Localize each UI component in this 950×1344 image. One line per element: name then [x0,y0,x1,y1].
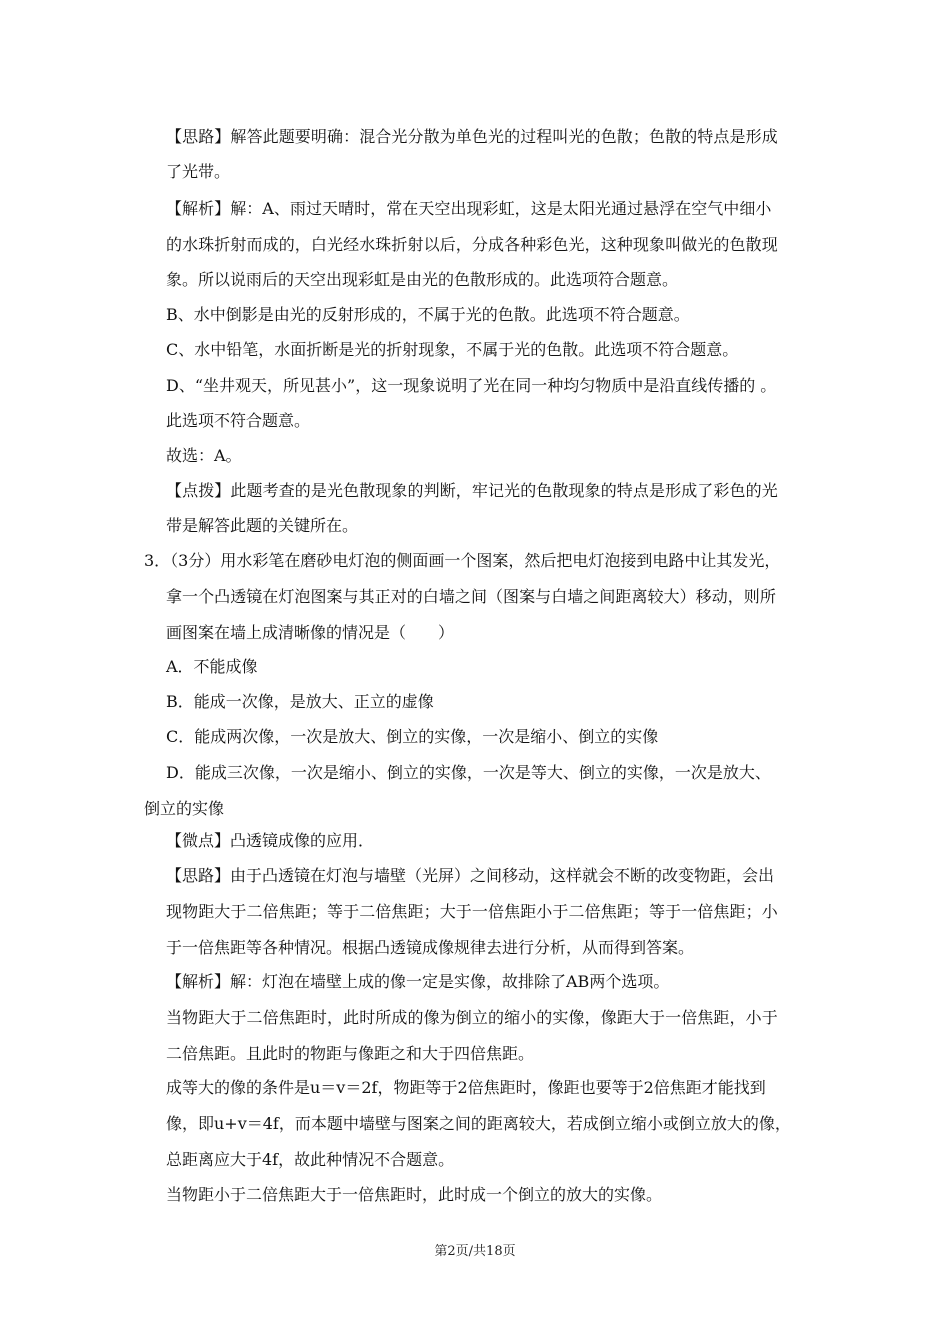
text-line: B、水中倒影是由光的反射形成的，不属于光的色散。此选项不符合题意。 [166,305,690,324]
text-line: 【点拨】此题考查的是光色散现象的判断，牢记光的色散现象的特点是形成了彩色的光 [166,481,778,500]
text-line: 【解析】解：灯泡在墙壁上成的像一定是实像，故排除了AB两个选项。 [166,972,670,991]
text-line: 的水珠折射而成的，白光经水珠折射以后，分成各种彩色光，这种现象叫做光的色散现 [166,235,778,254]
text-line: 现物距大于二倍焦距；等于二倍焦距；大于一倍焦距小于二倍焦距；等于一倍焦距；小 [166,902,778,921]
option-a: A．不能成像 [166,657,258,676]
text-line: 总距离应大于4f，故此种情况不合题意。 [166,1150,455,1169]
text-line: D、“坐井观天，所见甚小”，这一现象说明了光在同一种均匀物质中是沿直线传播的 。 [166,376,777,395]
question-stem: 画图案在墙上成清晰像的情况是（ ） [166,623,455,642]
text-line: 了光带。 [166,162,231,181]
page-number: 第2页/共18页 [434,1244,516,1259]
text-line: 【微点】凸透镜成像的应用． [166,831,375,850]
option-b: B．能成一次像，是放大、正立的虚像 [166,692,434,711]
text-line: 故选：A。 [166,446,242,465]
text-line: 成等大的像的条件是u＝v＝2f，物距等于2倍焦距时，像距也要等于2倍焦距才能找到 [166,1078,766,1097]
text-line: 像，即u+v＝4f，而本题中墙壁与图案之间的距离较大，若成倒立缩小或倒立放大的像， [166,1114,791,1133]
text-line: 当物距大于二倍焦距时，此时所成的像为倒立的缩小的实像，像距大于一倍焦距，小于 [166,1008,778,1027]
text-line: C、水中铅笔，水面折断是光的折射现象，不属于光的色散。此选项不符合题意。 [166,340,739,359]
text-line: 二倍焦距。且此时的物距与像距之和大于四倍焦距。 [166,1044,535,1063]
question-stem: 3．（3分）用水彩笔在磨砂电灯泡的侧面画一个图案，然后把电灯泡接到电路中让其发光， [144,551,781,570]
text-line: 当物距小于二倍焦距大于一倍焦距时，此时成一个倒立的放大的实像。 [166,1185,663,1204]
text-line: 【思路】由于凸透镜在灯泡与墙壁（光屏）之间移动，这样就会不断的改变物距，会出 [166,866,775,885]
option-c: C．能成两次像，一次是放大、倒立的实像，一次是缩小、倒立的实像 [166,727,659,746]
question-stem: 拿一个凸透镜在灯泡图案与其正对的白墙之间（图案与白墙之间距离较大）移动，则所 [166,587,776,606]
option-d: 倒立的实像 [144,799,225,818]
text-line: 象。所以说雨后的天空出现彩虹是由光的色散形成的。此选项符合题意。 [166,270,679,289]
text-line: 【解析】解：A、雨过天晴时，常在天空出现彩虹，这是太阳光通过悬浮在空气中细小 [166,199,772,218]
option-d: D．能成三次像，一次是缩小、倒立的实像，一次是等大、倒立的实像，一次是放大、 [166,763,771,782]
text-line: 于一倍焦距等各种情况。根据凸透镜成像规律去进行分析，从而得到答案。 [166,938,695,957]
text-line: 【思路】解答此题要明确：混合光分散为单色光的过程叫光的色散；色散的特点是形成 [166,127,778,146]
text-line: 此选项不符合题意。 [166,411,311,430]
text-line: 带是解答此题的关键所在。 [166,516,359,535]
